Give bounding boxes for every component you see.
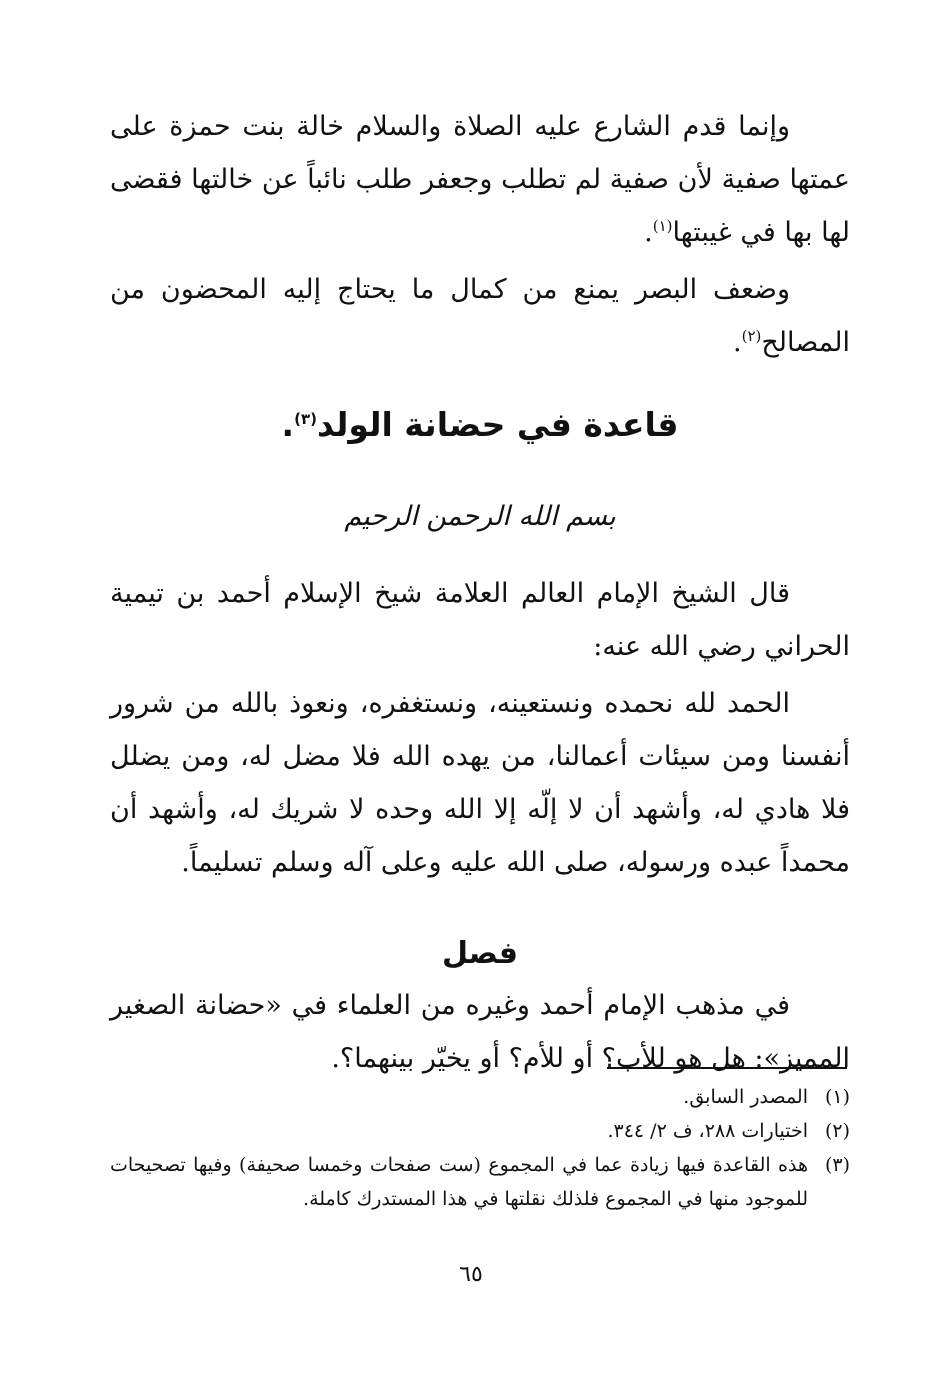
paragraph-text: وإنما قدم الشارع عليه الصلاة والسلام خالة بنت حمزة على عمتها صفية لأن صفية لم تطلب وجعفر طلب نائباً عن خالتها فقضى لها بها في غيبتها	[110, 111, 850, 248]
paragraph-text: وضعف البصر يمنع من كمال ما يحتاج إليه المحضون من المصالح	[110, 274, 850, 358]
footnotes	[110, 1080, 850, 1216]
section-paragraph: في مذهب الإمام أحمد وغيره من العلماء في «حضانة الصغير المميز»: هل هو للأب؟ أو للأم؟ أو يخيّر بينهما؟.	[110, 990, 850, 1074]
footnote-number: (١)	[824, 1086, 850, 1108]
footnote-text: المصدر السابق.	[683, 1086, 808, 1108]
paragraph-end: .	[732, 327, 742, 358]
footnote-ref-3[interactable]: (٣)	[294, 410, 317, 428]
footnote-ref-1[interactable]: (١)	[652, 217, 673, 235]
heading-end: .	[281, 405, 295, 444]
footnote-text: هذه القاعدة فيها زيادة عما في المجموع (ست صفحات وخمسا صحيفة) وفيها تصحيحات للموجود منها في المجموع فلذلك نقلتها في هذا المستدرك كاملة.	[110, 1154, 808, 1210]
chapter-heading	[110, 397, 850, 453]
footnote-1	[110, 1080, 850, 1114]
basmala: بسم الله الرحمن الرحيم	[344, 501, 616, 532]
page-number: ٦٥	[459, 1262, 483, 1287]
footnote-number: (٢)	[824, 1120, 850, 1142]
heading-text: قاعدة في حضانة الولد	[316, 405, 679, 444]
footnote-2	[110, 1114, 850, 1148]
paragraph-end: .	[644, 217, 653, 248]
page-body	[110, 100, 850, 1085]
paragraph-basar	[110, 263, 850, 369]
khutba-paragraph: الحمد لله نحمده ونستعينه، ونستغفره، ونعوذ بالله من شرور أنفسنا ومن سيئات أعمالنا، من يهده الله فلا مضل له، ومن يضلل فلا هادي له، وأشهد أن لا إلّه إلا الله وحده لا شريك له، وأشهد أن محمداً عبده ورسوله، صلى الله عليه وعلى آله وسلم تسليماً.	[110, 688, 850, 878]
section-title: فصل	[442, 936, 518, 971]
footnote-ref-2[interactable]: (٢)	[741, 327, 762, 345]
footnote-text: اختيارات ٢٨٨، ف ٢/ ٣٤٤.	[607, 1120, 808, 1142]
paragraph-khala	[110, 100, 850, 259]
footnote-divider	[607, 1067, 847, 1069]
footnote-number: (٣)	[824, 1154, 850, 1176]
intro-paragraph: قال الشيخ الإمام العالم العلامة شيخ الإسلام أحمد بن تيمية الحراني رضي الله عنه:	[110, 578, 850, 662]
footnote-3	[110, 1148, 850, 1216]
